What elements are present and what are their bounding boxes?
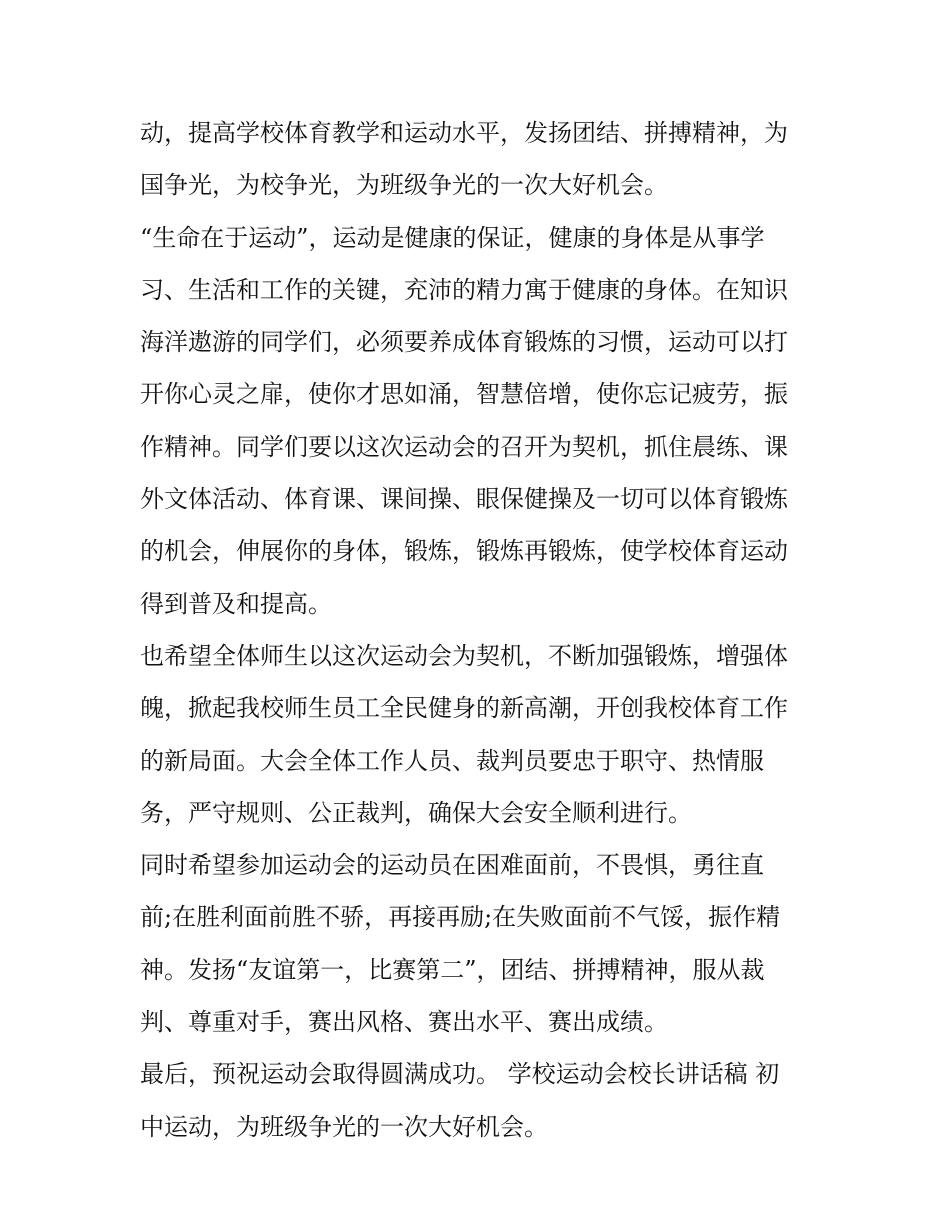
text-line: “生命在于运动”，运动是健康的保证，健康的身体是从事学 bbox=[140, 223, 765, 252]
text-line: 最后，预祝运动会取得圆满成功。 学校运动会校长讲话稿 初 bbox=[140, 1060, 780, 1089]
text-line: 国争光，为校争光，为班级争光的一次大好机会。 bbox=[140, 171, 668, 200]
text-line: 魄，掀起我校师生员工全民健身的新高潮，开创我校体育工作 bbox=[140, 694, 788, 723]
text-line: 中运动，为班级争光的一次大好机会。 bbox=[140, 1112, 548, 1141]
text-line: 得到普及和提高。 bbox=[140, 589, 332, 618]
text-line: 前;在胜利面前胜不骄，再接再励;在失败面前不气馁，振作精 bbox=[140, 903, 781, 932]
text-line: 神。发扬“友谊第一，比赛第二”，团结、拼搏精神，服从裁 bbox=[140, 955, 765, 984]
text-line: 海洋遨游的同学们，必须要养成体育锻炼的习惯，运动可以打 bbox=[140, 328, 788, 357]
text-line: 动，提高学校体育教学和运动水平，发扬团结、拼搏精神，为 bbox=[140, 119, 788, 147]
text-line: 也希望全体师生以这次运动会为契机，不断加强锻炼，增强体 bbox=[140, 641, 788, 670]
text-line: 的新局面。大会全体工作人员、裁判员要忠于职守、热情服 bbox=[140, 746, 764, 775]
text-line: 务，严守规则、公正裁判，确保大会安全顺利进行。 bbox=[140, 798, 692, 827]
text-line: 习、生活和工作的关键，充沛的精力寓于健康的身体。在知识 bbox=[140, 275, 788, 304]
text-line: 作精神。同学们要以这次运动会的召开为契机，抓住晨练、课 bbox=[140, 432, 788, 461]
text-line: 的机会，伸展你的身体，锻炼，锻炼再锻炼，使学校体育运动 bbox=[140, 537, 788, 566]
text-line: 外文体活动、体育课、课间操、眼保健操及一切可以体育锻炼 bbox=[140, 485, 788, 514]
text-line: 开你心灵之扉，使你才思如涌，智慧倍增，使你忘记疲劳，振 bbox=[140, 380, 788, 409]
text-line: 同时希望参加运动会的运动员在困难面前，不畏惧，勇往直 bbox=[140, 851, 764, 880]
text-line: 判、尊重对手，赛出风格、赛出水平、赛出成绩。 bbox=[140, 1008, 668, 1037]
body-text bbox=[140, 107, 820, 1153]
